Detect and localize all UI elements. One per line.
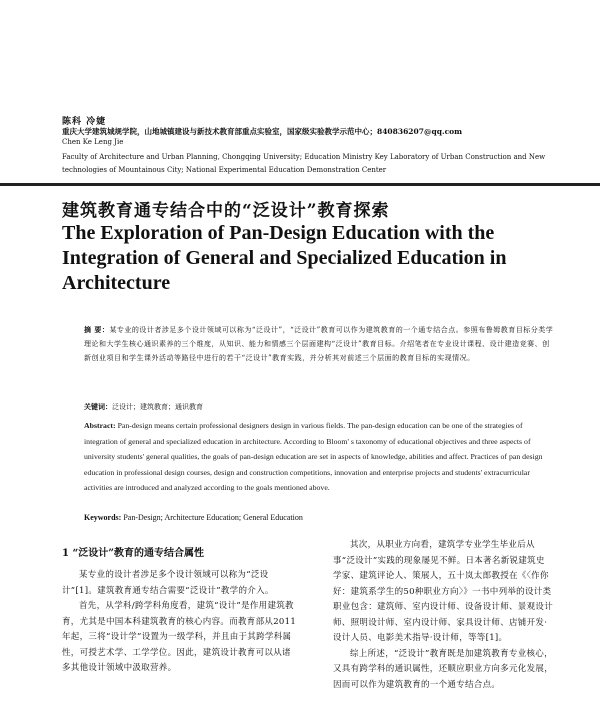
column-left bbox=[62, 568, 297, 677]
abstract-cn-text: 某专业的设计者涉足多个设计领域可以称为“泛设计”，“泛设计”教育可以作为建筑教育的一个通专结合点。参照布鲁姆教育目标分类学理论和大学生核心通识素养的三个维度，从知识、能力和情感三个层面建构“泛设计”教育目标。介绍笔者在专业设计课程、设计建造竞赛、创新创业项目和学生课外活动等路径中进行的若干“泛设计”教育实践，并分析其对前述三个层面的教育目标的实现情况。 bbox=[84, 326, 554, 362]
keywords-cn-text: 泛设计；建筑教育；通识教育 bbox=[112, 403, 203, 411]
abstract-cn bbox=[84, 323, 554, 365]
abstract-en-text: Pan-design means certain professional designers design in various fields. The pan-design education can be one of the strategies of integration of general and specialized education in architecture. According to Bloom' s taxonomy of educational objectives and three aspects of university students' general qualities, the goals of pan-design education are set in aspects of knowledge, abilities and affect. Practices of pan design education in professional design courses, design and construction competitions, innovation and enterprise projects and students' extracurricular activities are introduced and analyzed according to the goals mentioned above. bbox=[84, 421, 543, 492]
paragraph: 其次，从职业方向看，建筑学专业学生毕业后从事“泛设计”实践的现象屡见不鲜。日本著名新锐建筑史学家、建筑评论人、策展人，五十岚太郎教授在《〈作你好：建筑系学生的50种职业方向〉》一书中列举的设计类职业包含：建筑师、室内设计师、设备设计师、景观设计师、照明设计师、室内设计师、家具设计师、店铺开发·设计人员、电影美术指导·设计师，等等[1]。 bbox=[333, 540, 554, 643]
affiliation-cn: 重庆大学建筑城规学院，山地城镇建设与新技术教育部重点实验室，国家级实验教学示范中心；840836207@qq.com bbox=[62, 127, 463, 136]
authors-cn: 陈科 冷婕 bbox=[62, 117, 107, 127]
affiliation-en: Faculty of Architecture and Urban Planning, Chongqing University; Education Ministry Key Laboratory of Urban Construction and New technologies of Mountainous City; National Experimental Education Demonstration Center bbox=[62, 153, 546, 174]
column-right bbox=[333, 538, 553, 693]
section-1-heading: 1 “泛设计”教育的通专结合属性 bbox=[62, 548, 204, 559]
keywords-en-label: Keywords: bbox=[84, 513, 122, 522]
paragraph: 首先，从学科/跨学科角度看，建筑“设计”是作用建筑教育，尤其是中国本科建筑教育的核心内容。而教育部从2011年起，三将“设计学”设置为一级学科，并且由于其跨学科属性，可授艺术学、工学学位。因此，建筑设计教育可以从诸多其他设计领域中汲取营养。 bbox=[62, 601, 297, 673]
keywords-cn-label: 关键词： bbox=[84, 402, 112, 411]
abstract-en-label: Abstract: bbox=[84, 421, 116, 430]
keywords-en bbox=[84, 513, 554, 522]
abstract-cn-label: 摘 要： bbox=[84, 325, 110, 334]
keywords-en-text: Pan-Design; Architecture Education; General Education bbox=[123, 513, 303, 522]
title-en: The Exploration of Pan-Design Education with the Integration of General and Specialized Education in Architecture bbox=[62, 222, 507, 294]
authors-en: Chen Ke Leng Jie bbox=[62, 138, 124, 146]
paragraph: 某专业的设计者涉足多个设计领域可以称为“泛设计”[1]。建筑教育通专结合需要“泛设计”教学的介入。 bbox=[62, 570, 274, 596]
title-cn: 建筑教育通专结合中的“泛设计”教育探索 bbox=[62, 201, 390, 221]
header-divider bbox=[0, 183, 600, 186]
keywords-cn bbox=[84, 402, 554, 412]
abstract-en bbox=[84, 418, 554, 496]
paragraph: 综上所述，“泛设计”教育既是加建筑教育专业核心，又具有跨学科的通识属性，还顺应职业方向多元化发展，因而可以作为建筑教育的一个通专结合点。 bbox=[333, 648, 554, 690]
